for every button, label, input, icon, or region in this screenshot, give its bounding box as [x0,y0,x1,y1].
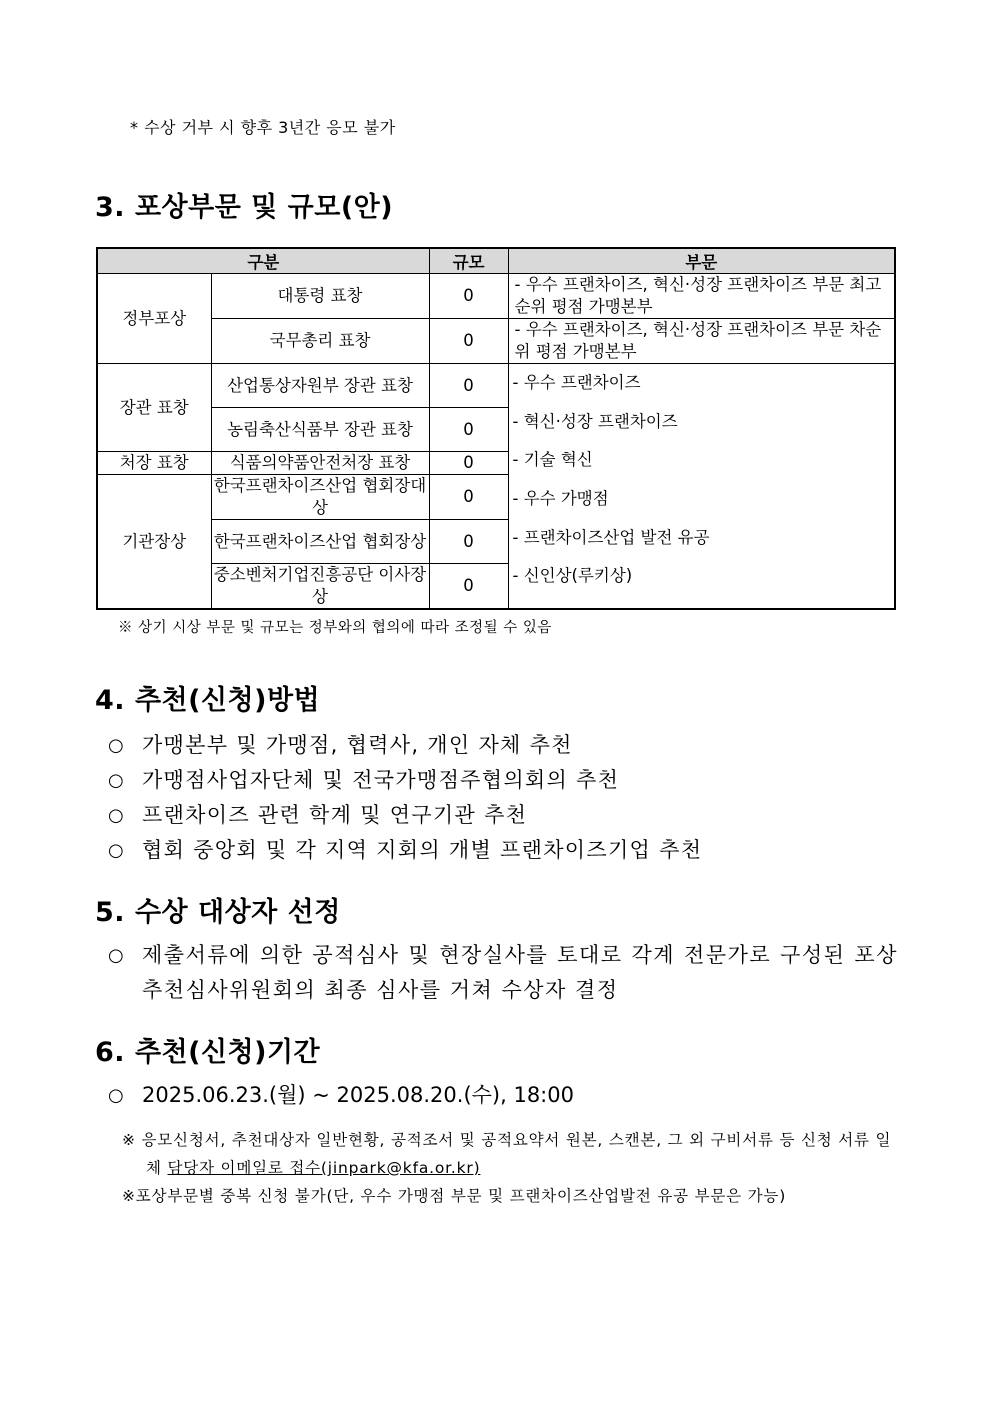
period-list [108,1078,574,1113]
submission-email-text: 담당자 이메일로 접수(jinpark@kfa.or.kr) [167,1159,481,1177]
list-item [108,1078,574,1113]
field-item: - 우수 가맹점 [512,489,609,509]
top-note: * 수상 거부 시 향후 3년간 응모 불가 [130,118,396,137]
list-item [108,728,702,763]
list-item [108,763,702,798]
field-list-cell [508,364,895,610]
section-6-notes [122,1126,902,1210]
field-item: - 우수 프랜차이즈 [512,373,641,393]
award-name-cell: 중소벤처기업진흥공단 이사장상 [211,564,429,610]
list-item-text: 프랜차이즈 관련 학계 및 연구기관 추천 [142,803,528,827]
table-row [97,319,895,364]
category-cell: 처장 표창 [97,452,211,475]
award-count-cell: 0 [429,274,508,319]
bullet-circle-icon: ○ [108,805,126,826]
table-header-row [97,248,895,274]
selection-list [108,938,898,1008]
header-category: 구분 [97,248,429,274]
header-field: 부문 [508,248,895,274]
duplicate-note: ※포상부문별 중복 신청 불가(단, 우수 가맹점 부문 및 프랜차이즈산업발전 유공 부문은 가능) [122,1187,787,1205]
award-count-cell: 0 [429,364,508,408]
bullet-circle-icon: ○ [108,735,126,756]
field-cell: - 우수 프랜차이즈, 혁신·성장 프랜차이즈 부문 차순위 평점 가맹본부 [508,319,895,364]
award-name-cell: 대통령 표창 [211,274,429,319]
field-item: - 신인상(루키상) [512,566,633,586]
award-name-cell: 한국프랜차이즈산업 협회장대상 [211,475,429,520]
field-cell: - 우수 프랜차이즈, 혁신·성장 프랜차이즈 부문 최고순위 평점 가맹본부 [508,274,895,319]
list-item-text: 가맹점사업자단체 및 전국가맹점주협의회의 추천 [142,768,620,792]
award-name-cell: 한국프랜차이즈산업 협회장상 [211,520,429,564]
awards-table [96,247,896,610]
list-item [108,798,702,833]
table-row [97,274,895,319]
section-6-title: 6. 추천(신청)기간 [95,1037,321,1068]
field-item: - 기술 혁신 [512,450,593,470]
list-item [108,833,702,868]
bullet-circle-icon: ○ [108,770,126,791]
period-text: 2025.06.23.(월) ~ 2025.08.20.(수), 18:00 [142,1083,574,1107]
bullet-circle-icon: ○ [108,945,126,966]
field-item: - 혁신·성장 프랜차이즈 [512,411,678,431]
award-name-cell: 농림축산식품부 장관 표창 [211,408,429,452]
award-count-cell: 0 [429,408,508,452]
category-cell: 기관장상 [97,475,211,610]
list-item [108,938,898,1008]
list-item-text: 가맹본부 및 가맹점, 협력사, 개인 자체 추천 [142,733,573,757]
recommendation-methods-list [108,728,702,868]
field-item: - 프랜차이즈산업 발전 유공 [512,527,710,547]
bullet-circle-icon: ○ [108,1085,124,1106]
award-count-cell: 0 [429,564,508,610]
list-item-text: 협회 중앙회 및 각 지역 지회의 개별 프랜차이즈기업 추천 [142,838,703,862]
table-note: ※ 상기 시상 부문 및 규모는 정부와의 협의에 따라 조정될 수 있음 [118,620,552,636]
award-count-cell: 0 [429,319,508,364]
award-name-cell: 산업통상자원부 장관 표창 [211,364,429,408]
section-5-title: 5. 수상 대상자 선정 [95,897,341,928]
bullet-circle-icon: ○ [108,840,126,861]
table-row [97,364,895,408]
category-cell: 장관 표창 [97,364,211,452]
section-4-title: 4. 추천(신청)방법 [95,685,321,716]
submission-note [122,1126,902,1182]
list-item-text: 제출서류에 의한 공적심사 및 현장실사를 토대로 각계 전문가로 구성된 포상추천심사위원회의 최종 심사를 거쳐 수상자 결정 [142,943,898,1002]
award-name-cell: 국무총리 표창 [211,319,429,364]
submission-note-text: ※ 응모신청서, 추천대상자 일반현황, 공적조서 및 공적요약서 원본, 스캔본, 그 외 구비서류 등 신청 서류 일체 [122,1131,892,1177]
award-count-cell: 0 [429,452,508,475]
section-3-title: 3. 포상부문 및 규모(안) [95,192,394,223]
award-name-cell: 식품의약품안전처장 표창 [211,452,429,475]
award-count-cell: 0 [429,520,508,564]
category-cell: 정부포상 [97,274,211,364]
award-count-cell: 0 [429,475,508,520]
header-scale: 규모 [429,248,508,274]
